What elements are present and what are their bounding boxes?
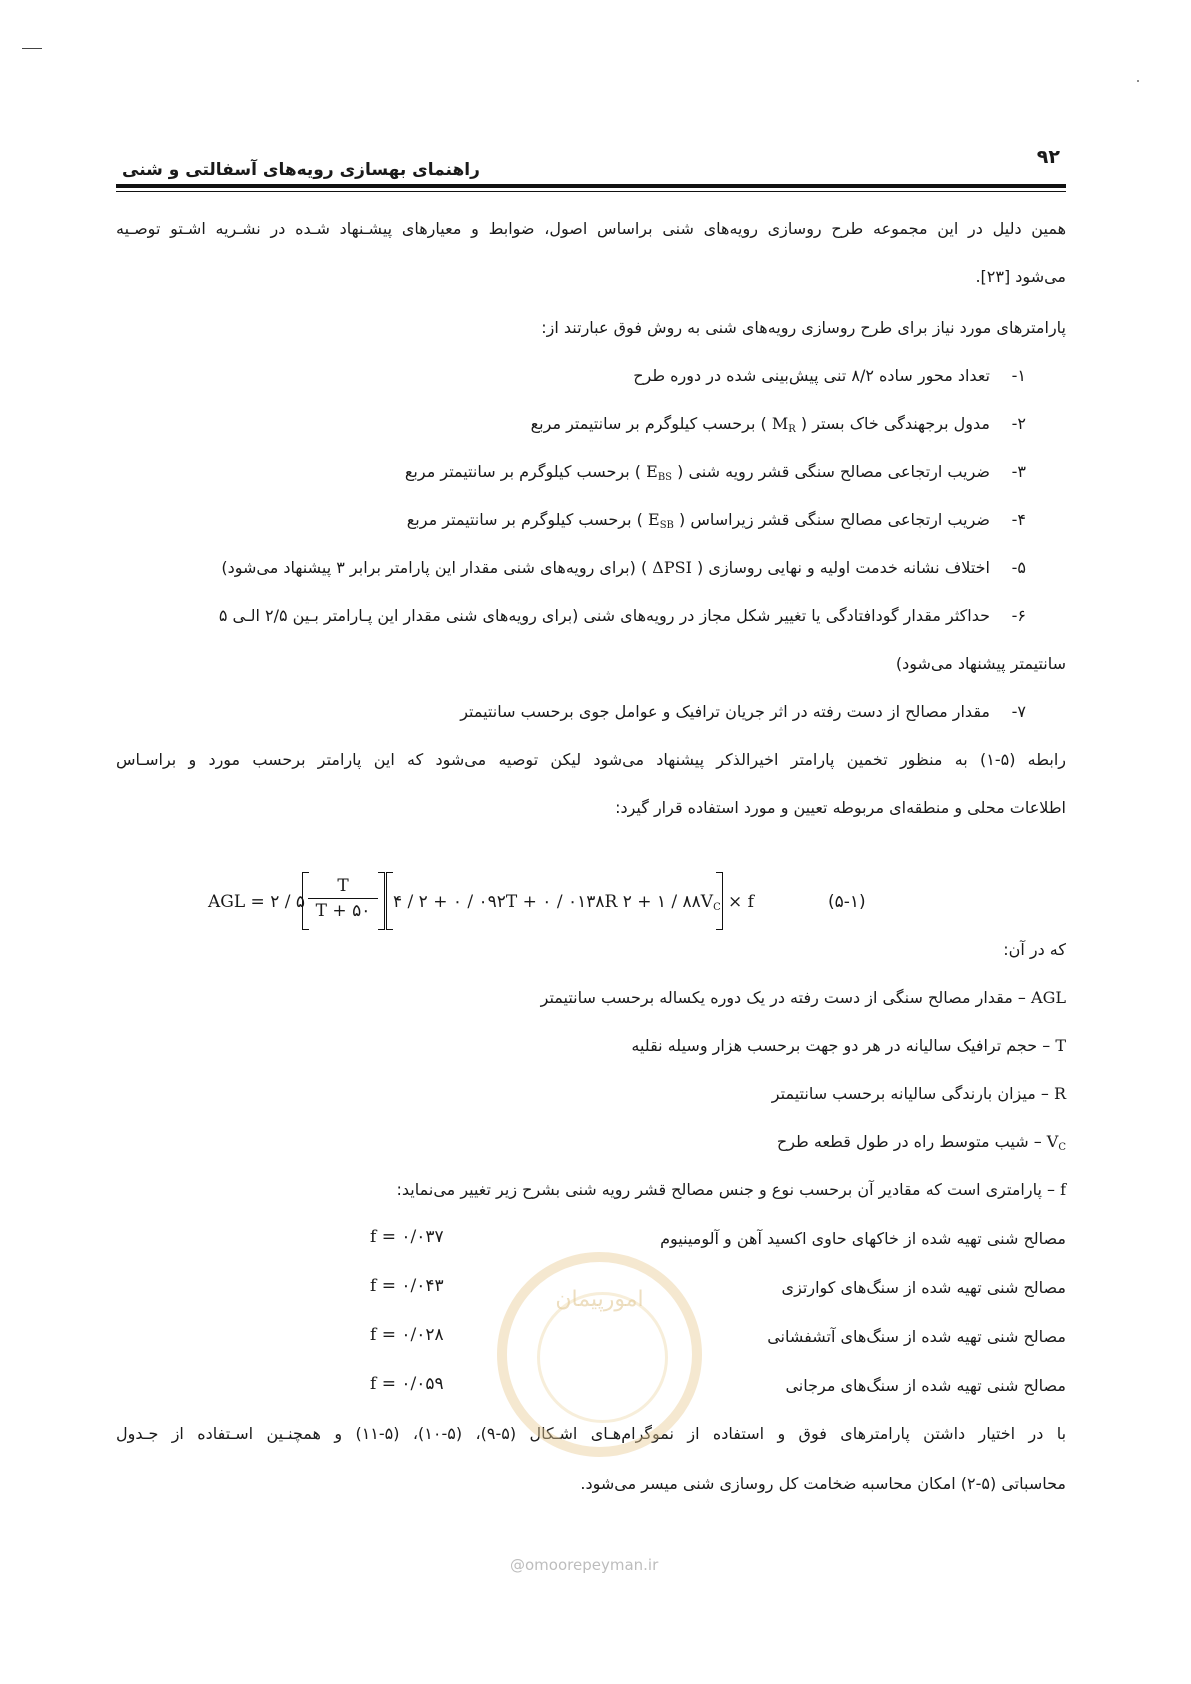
definition-row: [397, 1180, 1067, 1200]
watermark-url: @omoorepeyman.ir: [510, 1556, 659, 1574]
relation-line-2: اطلاعات محلی و منطقه‌ای مربوطه تعیین و مورد استفاده قرار گیرد:: [615, 798, 1066, 817]
definition-symbol: f: [1060, 1180, 1066, 1199]
formula-label: (۵-۱): [828, 892, 866, 912]
f-value: f = ۰/۰۵۹: [370, 1374, 444, 1394]
definition-row: [777, 1132, 1066, 1158]
item-text: مدول برجهندگی خاک بستر (: [800, 414, 990, 433]
closing-line-2: محاسباتی (۵-۲) امکان محاسبه ضخامت کل روسازی شنی میسر می‌شود.: [580, 1474, 1066, 1493]
f-value: f = ۰/۰۲۸: [370, 1325, 444, 1345]
symbol: $M_R$: [771, 414, 796, 435]
list-item-continuation: سانتیمتر پیشنهاد می‌شود): [895, 654, 1066, 673]
formula-lhs: AGL = ۲ / ۵: [208, 892, 305, 912]
item-text: ) برحسب کیلوگرم بر سانتیمتر مربع: [406, 510, 643, 529]
watermark-emblem: [537, 1292, 668, 1423]
definition-row: [772, 1084, 1066, 1104]
fraction-denominator: T + ۵۰: [315, 901, 371, 921]
bracket-right: [716, 872, 723, 930]
definition-text: – میزان بارندگی سالیانه برحسب سانتیمتر: [771, 1084, 1049, 1103]
item-number: ۴-: [1011, 510, 1026, 529]
relation-line-1: رابطه (۵-۱) به منظور تخمین پارامتر اخیرالذکر پیشنهاد می‌شود لیکن توصیه می‌شود که این پارامتر برحسب مورد و براسـاس: [116, 750, 1066, 769]
definition-symbol: AGL: [1031, 988, 1066, 1007]
formula-tail: × f: [728, 892, 754, 912]
item-text: اختلاف نشانه خدمت اولیه و نهایی روسازی (: [697, 558, 990, 577]
list-item: [219, 606, 1026, 626]
definition-symbol: R: [1053, 1084, 1066, 1103]
item-number: ۲-: [1011, 414, 1026, 433]
symbol: ΔPSI: [652, 558, 692, 577]
f-value-material: مصالح شنی تهیه شده از سنگ‌های کوارتزی: [781, 1278, 1066, 1297]
corner-dot: [1137, 80, 1139, 82]
item-number: ۱-: [1011, 366, 1026, 385]
params-intro: پارامترهای مورد نیاز برای طرح روسازی رویه‌های شنی به روش فوق عبارتند از:: [541, 318, 1066, 337]
item-number: ۳-: [1011, 462, 1026, 481]
item-text: حداکثر مقدار گودافتادگی یا تغییر شکل مجاز در رویه‌های شنی (برای رویه‌های شنی مقدار این پـارامتر بـین ۲/۵ الـی ۵: [218, 606, 990, 625]
bracket-right: [378, 872, 385, 930]
header-rule: [116, 184, 1066, 188]
list-item: [531, 414, 1026, 440]
item-text: ضریب ارتجاعی مصالح سنگی قشر زیراساس (: [679, 510, 990, 529]
closing-line-1: با در اختیار داشتن پارامترهای فوق و استفاده از نموگرام‌هـای اشـکال (۵-۹)، (۵-۱۰)، (۵-۱۱) و همچنـین اسـتفاده از جـدول: [116, 1424, 1067, 1443]
formula-5-1: [208, 872, 888, 932]
list-item: [460, 702, 1026, 722]
definition-symbol: $V_C$: [1046, 1132, 1066, 1153]
f-value-material: مصالح شنی تهیه شده از خاکهای حاوی اکسید آهن و آلومینیوم: [660, 1229, 1066, 1248]
item-text: ) برحسب کیلوگرم بر سانتیمتر مربع: [530, 414, 767, 433]
list-item: [405, 462, 1026, 488]
fraction-numerator: T: [308, 876, 378, 899]
item-number: ۶-: [1011, 606, 1026, 625]
definition-text: – پارامتری است که مقادیر آن برحسب نوع و جنس مصالح قشر رویه شنی بشرح زیر تغییر می‌نماید:: [396, 1180, 1055, 1199]
list-item: [407, 510, 1026, 536]
formula-rhs: ۴ / ۲ + ۰ / ۰۹۲T + ۰ / ۰۱۳۸R ۲ + ۱ / $۸۸V_C$: [393, 892, 721, 913]
symbol: $E_{BS}$: [646, 462, 673, 483]
item-number: ۵-: [1011, 558, 1026, 577]
f-value: f = ۰/۰۳۷: [370, 1227, 444, 1247]
definition-text: – شیب متوسط راه در طول قطعه طرح: [776, 1132, 1042, 1151]
item-text: ) (برای رویه‌های شنی مقدار این پارامتر برابر ۳ پیشنهاد می‌شود): [221, 558, 648, 577]
f-value: f = ۰/۰۴۳: [370, 1276, 444, 1296]
list-item: [221, 558, 1026, 578]
corner-mark: [22, 48, 42, 49]
item-text: تعداد محور ساده ۸/۲ تنی پیش‌بینی شده در دوره طرح: [633, 366, 990, 385]
definition-symbol: T: [1055, 1036, 1066, 1055]
bracket-left: [386, 872, 393, 930]
f-value-material: مصالح شنی تهیه شده از سنگ‌های مرجانی: [785, 1376, 1066, 1395]
f-value-material: مصالح شنی تهیه شده از سنگ‌های آتشفشانی: [767, 1327, 1066, 1346]
page-number: ۹۲: [1036, 146, 1060, 168]
list-item: [633, 366, 1026, 386]
item-text: ضریب ارتجاعی مصالح سنگی قشر رویه شنی (: [677, 462, 990, 481]
item-text: مقدار مصالح از دست رفته در اثر جریان ترافیک و عوامل جوی برحسب سانتیمتر: [460, 702, 990, 721]
definition-text: – حجم ترافیک سالیانه در هر دو جهت برحسب هزار وسیله نقلیه: [631, 1036, 1051, 1055]
where-label: که در آن:: [1003, 940, 1066, 959]
intro-line-2: می‌شود [۲۳].: [975, 267, 1066, 286]
watermark-logo-text: امورپیمان: [555, 1287, 644, 1312]
definition-row: [631, 1036, 1066, 1056]
intro-line-1: همین دلیل در این مجموعه طرح روسازی رویه‌های شنی براساس اصول، ضوابط و معیارهای پیشـنهاد شـده در نشـریه اشـتو توصـیه: [116, 219, 1066, 238]
definition-text: – مقدار مصالح سنگی از دست رفته در یک دوره یکساله برحسب سانتیمتر: [540, 988, 1026, 1007]
item-text: ) برحسب کیلوگرم بر سانتیمتر مربع: [404, 462, 642, 481]
header-rule-thin: [116, 191, 1066, 192]
definition-row: [541, 988, 1066, 1008]
item-number: ۷-: [1011, 702, 1026, 721]
symbol: $E_{SB}$: [648, 510, 674, 531]
formula-fraction: [308, 876, 378, 921]
running-title: راهنمای بهسازی رویه‌های آسفالتی و شنی: [122, 160, 480, 180]
